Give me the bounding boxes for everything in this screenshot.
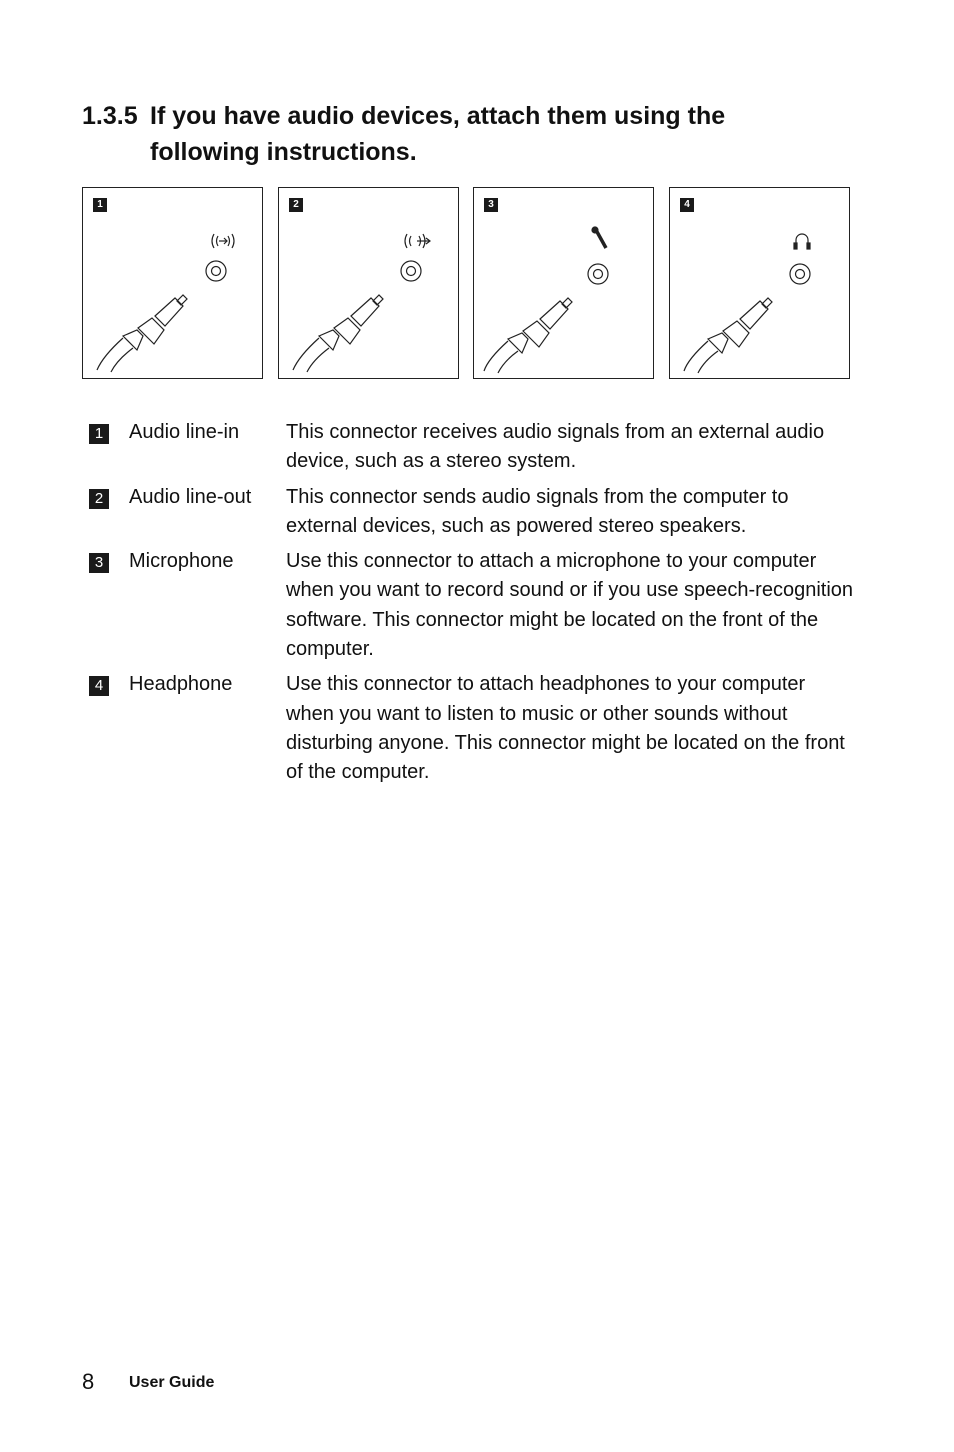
- audio-line-out-icon: [279, 188, 460, 380]
- footer-doc-title: User Guide: [129, 1374, 215, 1391]
- item-badge: 2: [89, 489, 109, 509]
- headphone-icon: [670, 188, 851, 380]
- microphone-icon: [474, 188, 655, 380]
- audio-line-in-icon: [83, 188, 264, 380]
- figure-audio-line-in: [82, 187, 263, 379]
- item-description: This connector sends audio signals from the computer to external devices, such as powered stereo speakers.: [286, 485, 789, 537]
- figure-microphone: [473, 187, 654, 379]
- list-item: [89, 670, 859, 787]
- item-badge: 1: [89, 424, 109, 444]
- item-description: Use this connector to attach a microphone to your computer when you want to record sound or if you use speech-recognition software. This connector might be located on the front of the computer.: [286, 550, 854, 661]
- item-term: Microphone: [129, 550, 234, 573]
- item-badge: 3: [89, 553, 109, 573]
- connector-descriptions: [89, 418, 859, 794]
- figure-badge: 3: [484, 198, 498, 212]
- item-badge: 4: [89, 676, 109, 696]
- section-title: If you have audio devices, attach them using the following instructions.: [150, 102, 726, 166]
- figure-badge: 4: [680, 198, 694, 212]
- item-description: This connector receives audio signals from an external audio device, such as a stereo system.: [286, 421, 825, 473]
- list-item: [89, 547, 859, 664]
- section-number: 1.3.5: [82, 102, 138, 130]
- item-description: Use this connector to attach headphones to your computer when you want to listen to music or other sounds without disturbing anyone. This connector might be located on the front of the computer.: [286, 673, 845, 784]
- connector-figures: [82, 187, 852, 382]
- item-term: Headphone: [129, 673, 233, 696]
- page-number: 8: [82, 1369, 95, 1394]
- item-term: Audio line-in: [129, 421, 240, 443]
- figure-badge: 2: [289, 198, 303, 212]
- list-item: [89, 483, 859, 542]
- figure-headphone: [669, 187, 850, 379]
- list-item: [89, 418, 859, 477]
- figure-badge: 1: [93, 198, 107, 212]
- figure-audio-line-out: [278, 187, 459, 379]
- item-term: Audio line-out: [129, 485, 252, 508]
